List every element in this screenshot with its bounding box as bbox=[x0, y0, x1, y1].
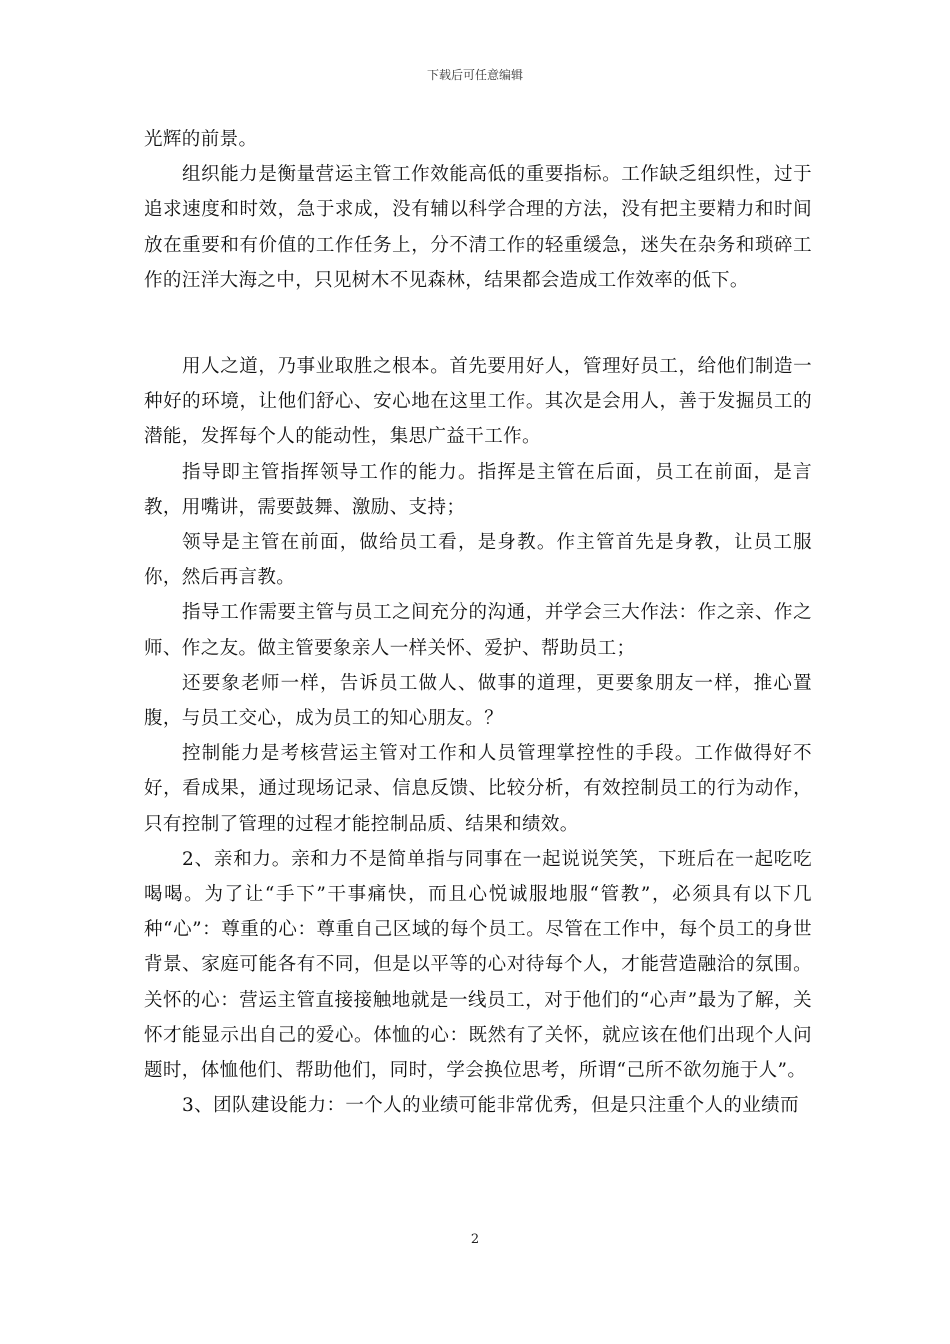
paragraph-continuation: 光辉的前景。 bbox=[144, 129, 258, 150]
paragraph-spacer bbox=[144, 298, 812, 349]
page-number: 2 bbox=[470, 1232, 480, 1247]
paragraph-affinity: 2、亲和力。亲和力不是简单指与同事在一起说说笑笑，下班后在一起吃吃喝喝。为了让“手下”干事痛快，而且心悦诚服地服“管教”，必须具有以下几种“心”：尊重的心：尊重自己区域的每个员工。尽管在工作中，每个员工的身世背景、家庭可能各有不同，但是以平等的心对待每个人，才能营造融洽的氛围。关怀的心：营运主管直接接触地就是一线员工，对于他们的“心声”最为了解，关怀才能显示出自己的爱心。体恤的心：既然有了关怀，就应该在他们出现个人问题时，体恤他们、帮助他们，同时，学会换位思考，所谓“己所不欲勿施于人”。 bbox=[144, 848, 812, 1082]
paragraph-communication: 指导工作需要主管与员工之间充分的沟通，并学会三大作法：作之亲、作之师、作之友。做主管要象亲人一样关怀、爱护、帮助员工； bbox=[144, 602, 812, 659]
paragraph-guidance-ability: 指导即主管指挥领导工作的能力。指挥是主管在后面，员工在前面，是言教，用嘴讲，需要鼓舞、激励、支持； bbox=[144, 461, 812, 518]
paragraph-team-building: 3、团队建设能力：一个人的业绩可能非常优秀，但是只注重个人的业绩而 bbox=[182, 1095, 799, 1117]
paragraph-control-ability: 控制能力是考核营运主管对工作和人员管理掌控性的手段。工作做得好不好，看成果，通过现场记录、信息反馈、比较分析，有效控制员工的行为动作，只有控制了管理的过程才能控制品质、结果和绩效。 bbox=[144, 743, 812, 835]
document-body bbox=[144, 122, 812, 1123]
paragraph-organization-ability: 组织能力是衡量营运主管工作效能高低的重要指标。工作缺乏组织性，过于追求速度和时效，急于求成，没有辅以科学合理的方法，没有把主要精力和时间放在重要和有价值的工作任务上，分不清工作的轻重缓急，迷失在杂务和琐碎工作的汪洋大海之中，只见树木不见森林，结果都会造成工作效率的低下。 bbox=[144, 164, 812, 291]
paragraph-employing-people: 用人之道，乃事业取胜之根本。首先要用好人，管理好员工，给他们制造一种好的环境，让他们舒心、安心地在这里工作。其次是会用人，善于发掘员工的潜能，发挥每个人的能动性，集思广益干工作。 bbox=[144, 356, 812, 448]
paragraph-mentor-friend: 还要象老师一样，告诉员工做人、做事的道理，更要象朋友一样，推心置腹，与员工交心，成为员工的知心朋友。？ bbox=[144, 672, 812, 730]
page-header: 下载后可任意编辑 bbox=[426, 68, 523, 82]
paragraph-leadership: 领导是主管在前面，做给员工看，是身教。作主管首先是身教，让员工服你，然后再言教。 bbox=[144, 532, 812, 589]
